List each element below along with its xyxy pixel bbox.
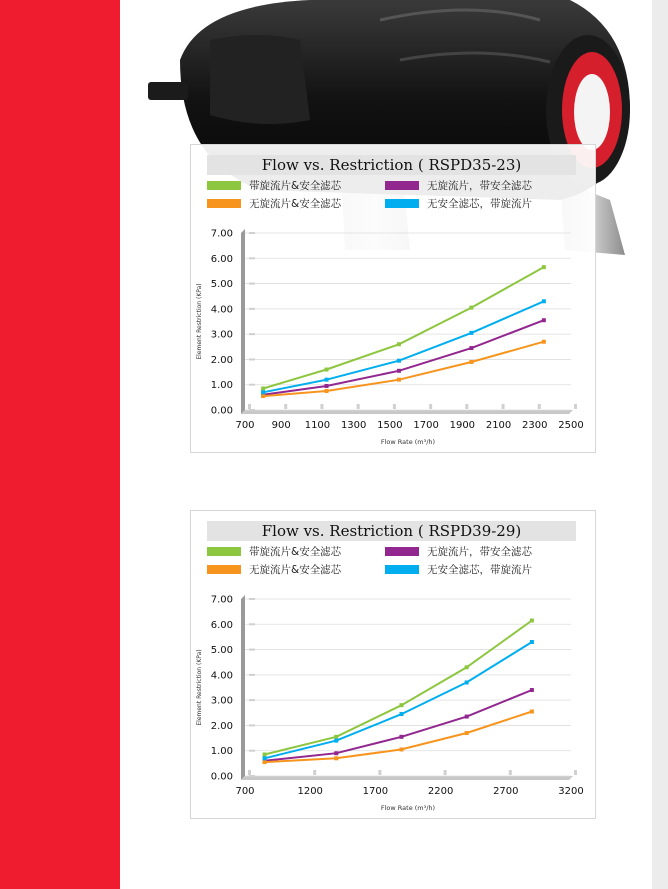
- data-point: [325, 389, 329, 393]
- data-point: [530, 640, 534, 644]
- data-point: [469, 360, 473, 364]
- legend-label: 无旋流片，带安全滤芯: [427, 180, 532, 192]
- chart-panel-rspd35-23: [190, 144, 596, 453]
- data-point: [542, 265, 546, 269]
- data-point: [263, 756, 267, 760]
- x-tick-mark: [465, 404, 468, 409]
- x-tick-mark: [502, 404, 505, 409]
- x-tick-label: 2300: [522, 420, 548, 431]
- data-point: [465, 715, 469, 719]
- x-tick-label: 900: [271, 420, 291, 431]
- x-tick-mark: [393, 404, 396, 409]
- data-point: [399, 735, 403, 739]
- y-tick-label: 5.00: [210, 645, 233, 657]
- data-point: [469, 331, 473, 335]
- legend-label: 带旋流片&安全滤芯: [249, 546, 342, 558]
- y-tick-label: 2.00: [210, 720, 233, 732]
- x-tick-mark: [357, 404, 360, 409]
- data-point: [465, 665, 469, 669]
- y-tick-label: 4.00: [210, 670, 233, 682]
- x-tick-mark: [248, 770, 251, 775]
- legend-label: 无安全滤芯，带旋流片: [427, 198, 532, 210]
- x-tick-label: 3200: [558, 786, 584, 797]
- x-tick-mark: [284, 404, 287, 409]
- data-point: [530, 710, 534, 714]
- y-tick-mark: [249, 775, 255, 777]
- red-sidebar: [0, 0, 120, 889]
- x-tick-label: 1900: [449, 420, 476, 431]
- series-line: [265, 621, 532, 755]
- data-point: [325, 378, 329, 382]
- data-point: [465, 680, 469, 684]
- data-point: [469, 346, 473, 350]
- x-tick-label: 1500: [377, 420, 403, 431]
- y-tick-label: 2.00: [210, 354, 233, 366]
- y-tick-label: 0.00: [210, 771, 233, 783]
- data-point: [325, 384, 329, 388]
- data-point: [334, 751, 338, 755]
- y-tick-mark: [249, 283, 255, 285]
- y-tick-mark: [249, 384, 255, 386]
- legend-label: 带旋流片&安全滤芯: [249, 180, 342, 192]
- page-edge-strip: [652, 0, 668, 889]
- legend-label: 无旋流片，带安全滤芯: [427, 546, 532, 558]
- chart-title: Flow vs. Restriction ( RSPD39-29): [207, 521, 576, 541]
- y-axis-wall: [241, 595, 245, 780]
- data-point: [263, 760, 267, 764]
- data-point: [334, 735, 338, 739]
- data-point: [261, 387, 265, 391]
- data-point: [261, 394, 265, 398]
- data-point: [399, 747, 403, 751]
- data-point: [397, 378, 401, 382]
- legend-label: 无安全滤芯，带旋流片: [427, 564, 532, 576]
- data-point: [397, 359, 401, 363]
- y-tick-label: 0.00: [210, 405, 233, 417]
- y-axis-label: Element Restriction (KPa): [196, 283, 203, 360]
- x-axis-floor: [241, 776, 573, 780]
- data-point: [399, 703, 403, 707]
- data-point: [397, 342, 401, 346]
- data-point: [530, 618, 534, 622]
- x-tick-mark: [538, 404, 541, 409]
- y-tick-mark: [249, 724, 255, 726]
- x-tick-mark: [509, 770, 512, 775]
- x-tick-mark: [313, 770, 316, 775]
- x-tick-mark: [248, 404, 251, 409]
- legend-label: 无旋流片&安全滤芯: [249, 198, 342, 210]
- line-chart-rspd39-29: [191, 511, 595, 818]
- data-point: [325, 368, 329, 372]
- data-point: [399, 712, 403, 716]
- x-tick-mark: [574, 404, 577, 409]
- y-tick-label: 7.00: [210, 228, 233, 240]
- y-tick-mark: [249, 649, 255, 651]
- x-tick-mark: [444, 770, 447, 775]
- y-tick-label: 4.00: [210, 304, 233, 316]
- y-tick-label: 3.00: [210, 695, 233, 707]
- data-point: [261, 390, 265, 394]
- y-tick-mark: [249, 674, 255, 676]
- chart-title: Flow vs. Restriction ( RSPD35-23): [207, 155, 576, 175]
- line-chart-rspd35-23: [191, 145, 595, 452]
- y-tick-label: 1.00: [210, 380, 233, 392]
- y-tick-mark: [249, 409, 255, 411]
- x-tick-label: 1200: [297, 786, 323, 797]
- y-tick-label: 3.00: [210, 329, 233, 341]
- data-point: [530, 688, 534, 692]
- x-tick-label: 1300: [340, 420, 367, 431]
- y-tick-mark: [249, 232, 255, 234]
- x-tick-label: 1700: [362, 786, 389, 797]
- x-tick-mark: [320, 404, 323, 409]
- x-tick-label: 2700: [493, 786, 519, 797]
- y-tick-label: 5.00: [210, 279, 233, 291]
- y-tick-label: 7.00: [210, 594, 233, 606]
- y-tick-mark: [249, 623, 255, 625]
- data-point: [542, 299, 546, 303]
- x-tick-mark: [378, 770, 381, 775]
- x-tick-label: 700: [235, 786, 255, 797]
- x-axis-floor: [241, 410, 573, 414]
- data-point: [469, 306, 473, 310]
- x-tick-label: 2200: [427, 786, 454, 797]
- y-axis-label: Element Restriction (KPa): [196, 649, 203, 726]
- y-axis-wall: [241, 229, 245, 414]
- x-tick-label: 1100: [304, 420, 331, 431]
- data-point: [542, 318, 546, 322]
- legend-label: 无旋流片&安全滤芯: [249, 564, 342, 576]
- x-tick-label: 2500: [558, 420, 584, 431]
- x-axis-label: Flow Rate (m³/h): [380, 804, 436, 812]
- chart-panel-rspd39-29: [190, 510, 596, 819]
- y-tick-label: 6.00: [210, 253, 233, 265]
- data-point: [334, 756, 338, 760]
- y-tick-mark: [249, 699, 255, 701]
- x-axis-label: Flow Rate (m³/h): [380, 438, 436, 446]
- x-tick-label: 700: [235, 420, 255, 431]
- y-tick-mark: [249, 598, 255, 600]
- y-tick-mark: [249, 358, 255, 360]
- x-tick-label: 2100: [485, 420, 512, 431]
- y-tick-label: 6.00: [210, 619, 233, 631]
- data-point: [542, 340, 546, 344]
- y-tick-mark: [249, 333, 255, 335]
- x-tick-label: 1700: [413, 420, 439, 431]
- y-tick-mark: [249, 308, 255, 310]
- data-point: [465, 731, 469, 735]
- y-tick-mark: [249, 257, 255, 259]
- y-tick-label: 1.00: [210, 746, 233, 758]
- y-tick-mark: [249, 750, 255, 752]
- x-tick-mark: [574, 770, 577, 775]
- x-tick-mark: [429, 404, 432, 409]
- data-point: [397, 369, 401, 373]
- data-point: [334, 739, 338, 743]
- data-point: [263, 753, 267, 757]
